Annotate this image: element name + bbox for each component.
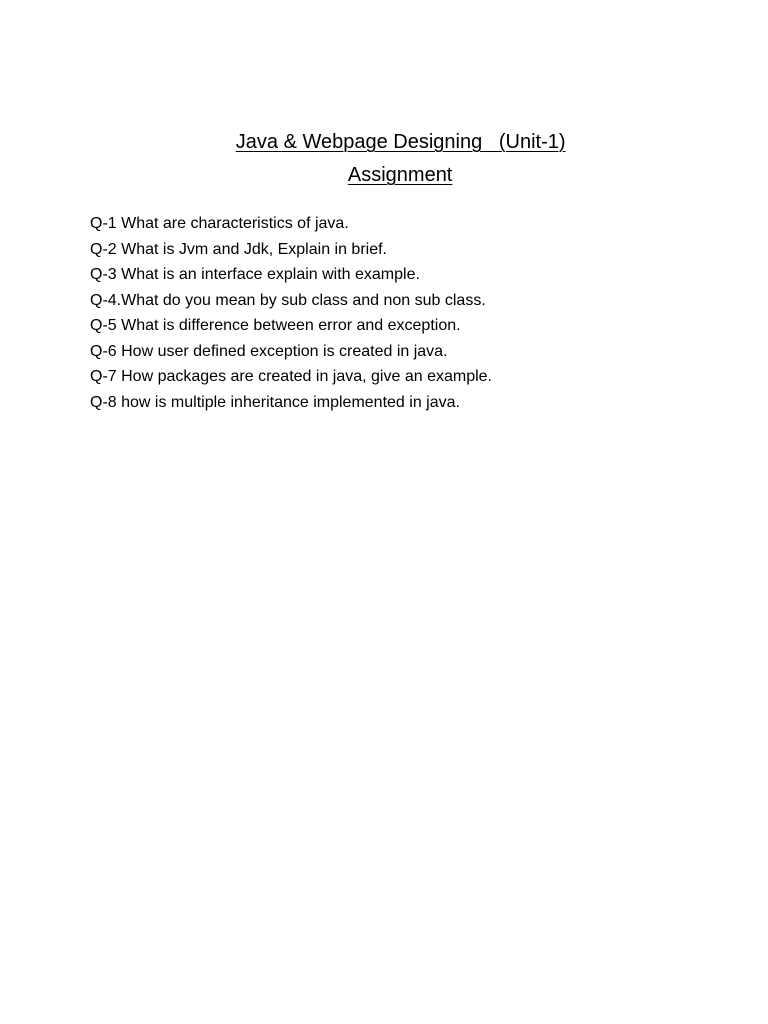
question-item: Q-8 how is multiple inheritance implemented in java. [90, 393, 460, 411]
question-item: Q-5 What is difference between error and exception. [90, 317, 461, 334]
question-item: Q-1 What are characteristics of java. [90, 215, 349, 232]
document-header [0, 93, 768, 186]
question-item: Q-4.What do you mean by sub class and non sub class. [90, 291, 486, 309]
question-item: Q-3 What is an interface explain with example. [90, 266, 420, 283]
document-title-text: Java & Webpage Designing (Unit-1) [235, 131, 566, 153]
question-list [90, 211, 730, 415]
document-title [0, 93, 768, 153]
document-subtitle-text: Assignment [347, 164, 453, 186]
question-item: Q-2 What is Jvm and Jdk, Explain in brief. [90, 240, 387, 258]
question-item: Q-6 How user defined exception is created in java. [90, 342, 448, 360]
question-item: Q-7 How packages are created in java, give an example. [90, 368, 492, 385]
